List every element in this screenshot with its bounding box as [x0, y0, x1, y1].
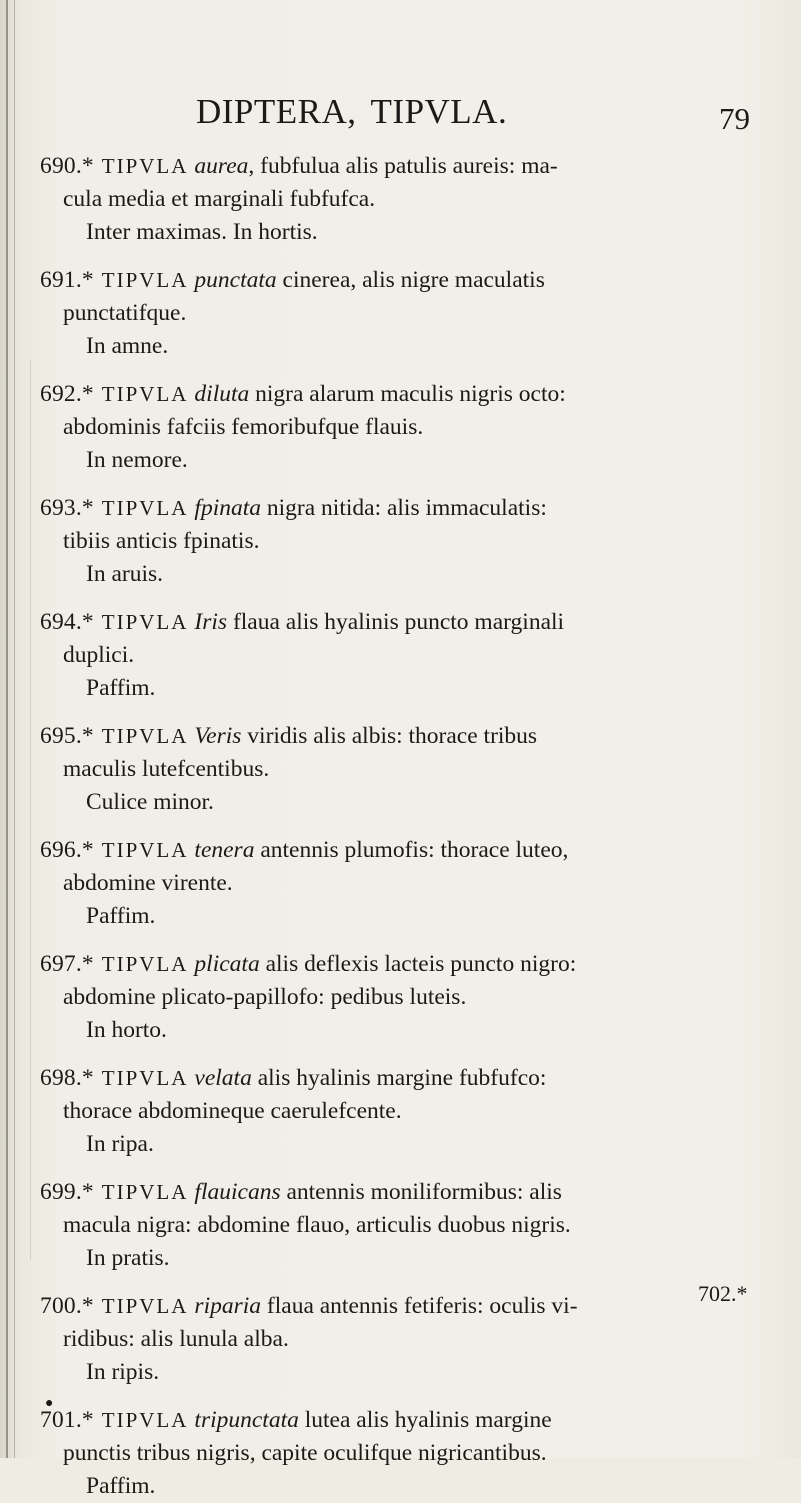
entry-number: 696.* [40, 837, 94, 863]
entry-description-continued: punctis tribus nigris, capite oculifque nigricantibus. [63, 1440, 547, 1466]
genus-name: TIPVLA [101, 610, 189, 634]
genus-name: TIPVLA [101, 952, 189, 976]
entry-number: 697.* [40, 951, 94, 977]
entry-description: nigra alarum maculis nigris octo: [255, 381, 566, 407]
entry-description: flaua antennis fetiferis: oculis vi- [266, 1293, 578, 1319]
entry-description: viridis alis albis: thorace tribus [247, 723, 538, 749]
entry-habitat: In ripa. [86, 1131, 154, 1157]
page-number: 79 [719, 101, 750, 136]
entry-description: flaua alis hyalinis puncto marginali [232, 609, 565, 635]
entry-description-continued: abdominis fafciis femoribufque flauis. [63, 414, 424, 440]
genus-name: TIPVLA [101, 154, 189, 178]
entry-number: 701.* [40, 1407, 94, 1433]
entry-habitat: In pratis. [86, 1245, 170, 1271]
entry-habitat: Paffim. [86, 1473, 156, 1499]
entry-number: 694.* [40, 609, 94, 635]
entry-description-continued: duplici. [63, 642, 135, 668]
entry-number: 690.* [40, 153, 94, 179]
entry-number: 695.* [40, 723, 94, 749]
species-name: flauicans [194, 1179, 281, 1205]
entry-habitat: Paffim. [86, 903, 156, 929]
entry-description: cinerea, alis nigre maculatis [282, 267, 545, 293]
species-entry [40, 1290, 800, 1389]
species-entry [40, 492, 800, 591]
species-name: diluta [194, 381, 250, 407]
gutter-shadow [6, 0, 8, 1458]
entry-habitat: In horto. [86, 1017, 167, 1043]
genus-name: TIPVLA [101, 838, 189, 862]
genus-name: TIPVLA [101, 1180, 189, 1204]
species-name: riparia [194, 1293, 262, 1319]
entry-number: 693.* [40, 495, 94, 521]
ink-speck: ● [45, 1396, 54, 1411]
genus-name: TIPVLA [101, 1066, 189, 1090]
species-entry [40, 720, 800, 819]
genus-name: TIPVLA [101, 1294, 189, 1318]
species-entry [40, 606, 800, 705]
running-title-separator: , [347, 92, 357, 131]
entry-description: lutea alis hyalinis margine [304, 1407, 552, 1433]
entry-description-continued: cula media et marginali fubfufca. [63, 186, 376, 212]
entry-description-continued: abdomine plicato-papillofo: pedibus luteis. [63, 984, 467, 1010]
running-title-right: TIPVLA. [370, 92, 508, 131]
entry-description-continued: punctatifque. [63, 300, 187, 326]
entry-number: 698.* [40, 1065, 94, 1091]
species-name: punctata [194, 267, 277, 293]
genus-name: TIPVLA [101, 724, 189, 748]
species-name: tripunctata [194, 1407, 299, 1433]
entry-description-continued: macula nigra: abdomine flauo, articulis duobus nigris. [63, 1212, 571, 1238]
genus-name: TIPVLA [101, 496, 189, 520]
entry-description-continued: ridibus: alis lunula alba. [63, 1326, 289, 1352]
species-name: fpinata [194, 495, 262, 521]
entry-description-continued: tibiis anticis fpinatis. [63, 528, 260, 554]
entry-description: nigra nitida: alis immaculatis: [266, 495, 547, 521]
entry-description: alis hyalinis margine fubfufco: [257, 1065, 547, 1091]
running-header [0, 92, 801, 142]
page-edge-crease [30, 360, 31, 1260]
entry-habitat: In ripis. [86, 1359, 160, 1385]
species-entry [40, 1176, 800, 1275]
species-list [40, 150, 800, 1503]
entry-description-continued: abdomine virente. [63, 870, 233, 896]
species-name: tenera [194, 837, 255, 863]
species-entry [40, 948, 800, 1047]
genus-name: TIPVLA [101, 382, 189, 406]
entry-habitat: Culice minor. [86, 789, 214, 815]
genus-name: TIPVLA [101, 268, 189, 292]
species-entry [40, 1404, 800, 1503]
entry-description: fubfulua alis patulis aureis: ma- [260, 153, 558, 179]
entry-description-continued: thorace abdomineque caerulefcente. [63, 1098, 402, 1124]
species-name: plicata [194, 951, 260, 977]
entry-habitat: In amne. [86, 333, 169, 359]
species-entry [40, 264, 800, 363]
entry-habitat: In nemore. [86, 447, 188, 473]
entry-habitat: Paffim. [86, 675, 156, 701]
entry-description-continued: maculis lutefcentibus. [63, 756, 270, 782]
entry-number: 700.* [40, 1293, 94, 1319]
species-name: aurea [194, 153, 249, 179]
entry-description: alis deflexis lacteis puncto nigro: [265, 951, 577, 977]
genus-name: TIPVLA [101, 1408, 189, 1432]
running-title-left: DIPTERA [196, 92, 348, 131]
gutter-shadow-inner [14, 0, 15, 1458]
species-entry [40, 834, 800, 933]
running-title [196, 92, 507, 132]
entry-number: 691.* [40, 267, 94, 293]
entry-description: antennis moniliformibus: alis [286, 1179, 562, 1205]
species-name: Veris [194, 723, 242, 749]
entry-habitat: Inter maximas. In hortis. [86, 219, 318, 245]
species-entry [40, 378, 800, 477]
species-name: Iris [194, 609, 228, 635]
entry-description: antennis plumofis: thorace luteo, [260, 837, 569, 863]
species-name: velata [194, 1065, 252, 1091]
entry-habitat: In aruis. [86, 561, 164, 587]
entry-number: 699.* [40, 1179, 94, 1205]
catchword: 702.* [698, 1281, 748, 1306]
species-entry [40, 1062, 800, 1161]
entry-number: 692.* [40, 381, 94, 407]
species-entry: 690.* TIPVLA aurea, fubfulua alis patulis aureis: ma- cula media et marginali fubfufca. Inter maximas. In hortis. [40, 150, 800, 249]
